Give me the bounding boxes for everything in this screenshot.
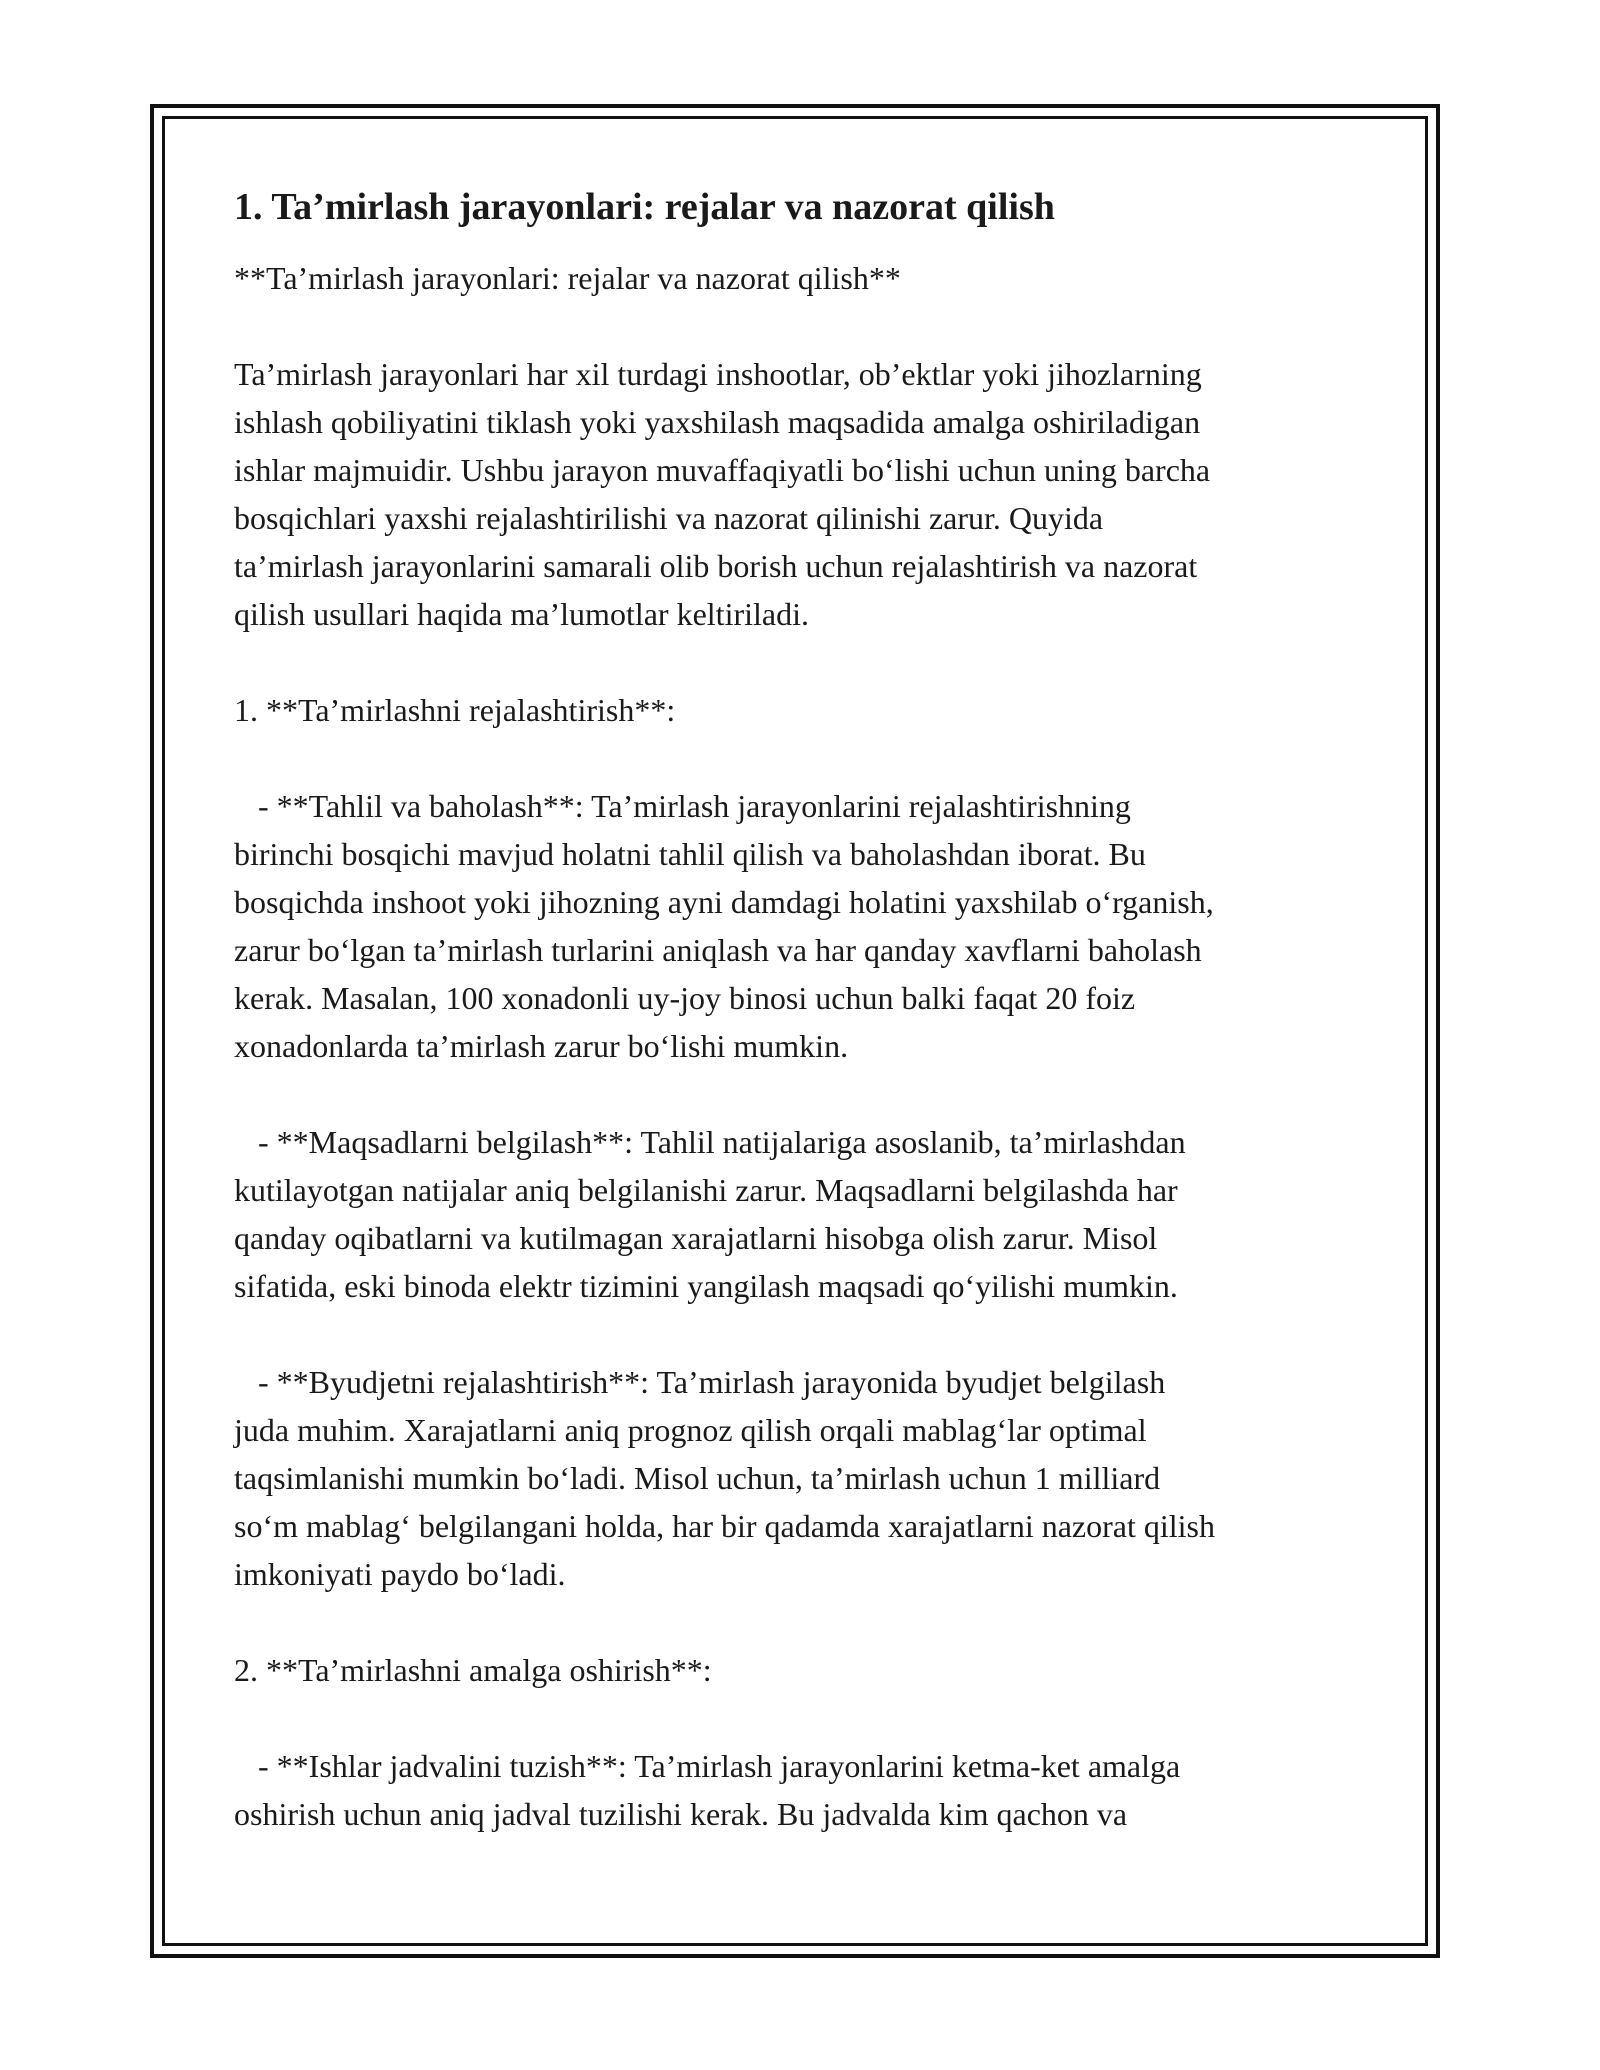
section-heading-planning: 1. **Ta’mirlashni rejalashtirish**: (234, 692, 676, 729)
list-item-analysis: - **Tahlil va baholash**: Ta’mirlash jarayonlarini rejalashtirishning birinchi bosqichi mavjud holatni tahlil qilish va baholashdan iborat. Bu bosqichda inshoot yoki jihozning ayni damdagi holatini yaxshilab o‘rganish, zarur bo‘lgan ta’mirlash turlarini aniqlash va har qanday xavflarni baholash kerak. Masalan, 100 xonadonli uy-joy binosi uchun balki faqat 20 foiz xonadonlarda ta’mirlash zarur bo‘lishi mumkin. (234, 788, 1214, 1065)
list-item-schedule: - **Ishlar jadvalini tuzish**: Ta’mirlash jarayonlarini ketma-ket amalga oshirish uchun aniq jadval tuzilishi kerak. Bu jadvalda kim qachon va (234, 1748, 1181, 1833)
list-item-goals: - **Maqsadlarni belgilash**: Tahlil natijalariga asoslanib, ta’mirlashdan kutilayotgan natijalar aniq belgilanishi zarur. Maqsadlarni belgilashda har qanday oqibatlarni va kutilmagan xarajatlarni hisobga olish zarur. Misol sifatida, eski binoda elektr tizimini yangilash maqsadi qo‘yilishi mumkin. (234, 1124, 1186, 1305)
document-title: 1. Ta’mirlash jarayonlari: rejalar va nazorat qilish (234, 186, 1055, 228)
section-heading-execution: 2. **Ta’mirlashni amalga oshirish**: (234, 1652, 712, 1689)
document-body (234, 183, 1364, 1838)
bold-subtitle: **Ta’mirlash jarayonlari: rejalar va nazorat qilish** (234, 260, 901, 297)
list-item-budget: - **Byudjetni rejalashtirish**: Ta’mirlash jarayonida byudjet belgilash juda muhim. Xarajatlarni aniq prognoz qilish orqali mablag‘lar optimal taqsimlanishi mumkin bo‘ladi. Misol uchun, ta’mirlash uchun 1 milliard so‘m mablag‘ belgilangani holda, har bir qadamda xarajatlarni nazorat qilish imkoniyati paydo bo‘ladi. (234, 1364, 1215, 1593)
intro-paragraph: Ta’mirlash jarayonlari har xil turdagi inshootlar, ob’ektlar yoki jihozlarning ishlash qobiliyatini tiklash yoki yaxshilash maqsadida amalga oshiriladigan ishlar majmuidir. Ushbu jarayon muvaffaqiyatli bo‘lishi uchun uning barcha bosqichlari yaxshi rejalashtirilishi va nazorat qilinishi zarur. Quyida ta’mirlash jarayonlarini samarali olib borish uchun rejalashtirish va nazorat qilish usullari haqida ma’lumotlar keltiriladi. (234, 356, 1211, 633)
